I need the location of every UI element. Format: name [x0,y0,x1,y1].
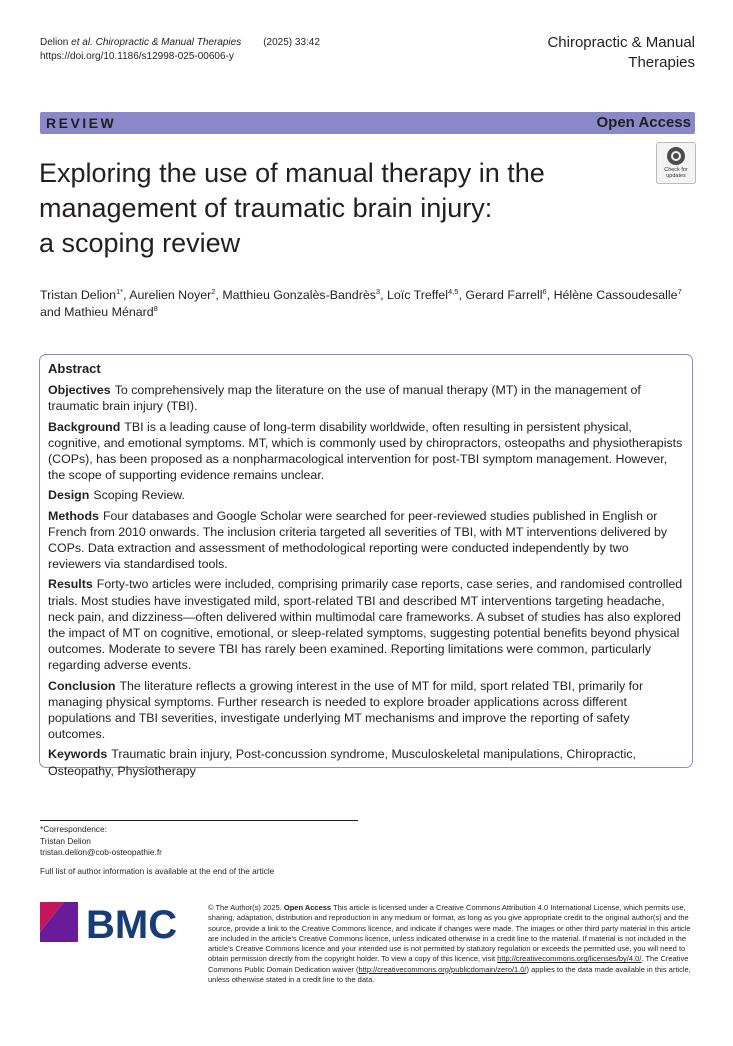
author-name[interactable]: Aurelien Noyer$^2$ [129,287,216,302]
bmc-logo-text: BMC [86,903,178,942]
author-name[interactable]: Tristan Delion$^{1*}$ [40,287,124,302]
article-title [39,156,629,261]
open-access-label: Open Access [596,114,691,131]
author-list: Tristan Delion$^{1*}$, Aurelien Noyer$^2$, Matthieu Gonzalès-Bandrès$^3$, Loïc Treffel$^{4,5}$, Gerard Farrell$^6$, Hélène Cassoudesalle$^7$ and Mathieu Ménard$^8$ [40,287,682,319]
citation-journal: et al. Chiropractic & Manual Therapies [71,37,242,48]
abstract-section-design: Design Scoping Review. [48,488,185,503]
journal-name-line1: Chiropractic & Manual [547,34,695,51]
title-line: Exploring the use of manual therapy in the [39,158,545,188]
abstract-heading: Abstract [48,361,101,376]
footnote-divider [40,820,358,821]
abstract-box [39,354,693,778]
open-access-bold: Open Access [283,903,332,912]
affiliation-sup: 4,5 [448,287,459,296]
affiliation-sup: 3 [375,287,381,296]
author-name[interactable]: Loïc Treffel$^{4,5}$ [386,287,459,302]
abstract-section-conclusion: Conclusion The literature reflects a growing interest in the use of MT for mild, sport related TBI, primarily for managing physical symptoms. Further research is needed to explore broader applications across different populations and TBI severities, investigate underlying MT mechanisms and improve the reporting of safety outcomes. [48,678,644,742]
check-for-updates-button[interactable] [656,142,696,184]
check-for-updates-label: Check for updates [664,167,688,179]
title-line: management of traumatic brain injury: [39,193,493,223]
citation-volume: (2025) 33:42 [263,37,320,48]
correspondence-block [40,824,162,859]
abstract-section-keywords: Keywords Traumatic brain injury, Post-concussion syndrome, Musculoskeletal manipulations, Chiropractic, Osteopathy, Physiotherapy [48,747,636,778]
affiliation-sup: 7 [677,287,682,296]
correspondence-label: *Correspondence: [40,824,107,834]
title-line: a scoping review [39,228,241,258]
article-type-label: REVIEW [46,115,117,131]
citation-authors: Delion [40,37,72,48]
abstract-section-objectives: Objectives To comprehensively map the literature on the use of manual therapy (MT) in the management of traumatic brain injury (TBI). [48,383,641,414]
full-list-note: Full list of author information is available at the end of the article [40,866,275,876]
author-name[interactable]: Matthieu Gonzalès-Bandrès$^3$ [222,287,381,302]
journal-name [547,33,695,73]
abstract-section-methods: Methods Four databases and Google Scholar were searched for peer-reviewed studies published in English or French from 2010 onwards. The inclusion criteria targeted all severities of TBI, with MT interventions delivered by COPs. Data extraction and assessment of methodological reporting were conducted independently by two reviewers via standardised tools. [48,508,668,572]
abstract-section-background: Background TBI is a leading cause of long-term disability worldwide, often resulting in persistent physical, cognitive, and emotional symptoms. MT, which is commonly used by chiropractors, osteopaths and physiotherapists (COPs), has been proposed as a nonpharmacological intervention for post-TBI symptom management. However, the scope of supporting evidence remains unclear. [48,419,683,483]
author-name[interactable]: and Mathieu Ménard$^8$ [40,304,158,319]
bmc-logo [40,902,188,942]
public-domain-link[interactable]: http://creativecommons.org/publicdomain/zero/1.0/ [358,964,527,974]
journal-name-line2: Therapies [628,54,695,71]
citation-line [40,36,320,50]
crossmark-icon [667,147,685,165]
affiliation-sup: 8 [153,304,158,313]
affiliation-sup: 1* [115,287,124,296]
license-text: © The Author(s) 2025. Open Access This article is licensed under a Creative Commons Attribution 4.0 International License, which permits use, sharing, adaptation, distribution and reproduction in any medium or format, as long as you give appropriate credit to the original author(s) and the source, provide a link to the Creative Commons licence, and indicate if changes were made. The images or other third party material in this article are included in the article’s Creative Commons licence, unless indicated otherwise in a credit line to the material. If material is not included in the article’s Creative Commons licence and your intended use is not permitted by statutory regulation or exceeds the permitted use, you will need to obtain permission directly from the copyright holder. To view a copy of this licence, visit http://creativecommons.org/licenses/by/4.0/. The Creative Commons Public Domain Dedication waiver (http://creativecommons.org/publicdomain/zero/1.0/) applies to the data made available in this article, unless otherwise stated in a credit line to the data. [208,903,691,985]
correspondence-email[interactable]: tristan.delion@cob-osteopathie.fr [40,847,162,857]
license-link[interactable]: http://creativecommons.org/licenses/by/4.0/ [497,954,642,964]
abstract-section-results: Results Forty-two articles were included, comprising primarily case reports, case series, and randomised controlled trials. Most studies have investigated mild, sport-related TBI and described MT interventions targeting headache, neck pain, and dizziness—often delivered within multimodal care frameworks. A subset of studies has also explored the impact of MT on cognitive, emotional, or sleep-related symptoms, suggesting potential benefits beyond physical outcomes. Moderate to severe TBI has rarely been examined. Reporting limitations were common, particularly regarding adverse events. [48,577,683,673]
doi-link[interactable]: https://doi.org/10.1186/s12998-025-00606-y [40,51,234,62]
affiliation-sup: 6 [542,287,547,296]
author-name[interactable]: Gerard Farrell$^6$ [465,287,547,302]
author-name[interactable]: Hélène Cassoudesalle$^7$ [553,287,682,302]
correspondence-name: Tristan Delion [40,835,91,846]
article-type-band [40,112,695,134]
affiliation-sup: 2 [211,287,216,296]
citation-header [40,36,320,64]
